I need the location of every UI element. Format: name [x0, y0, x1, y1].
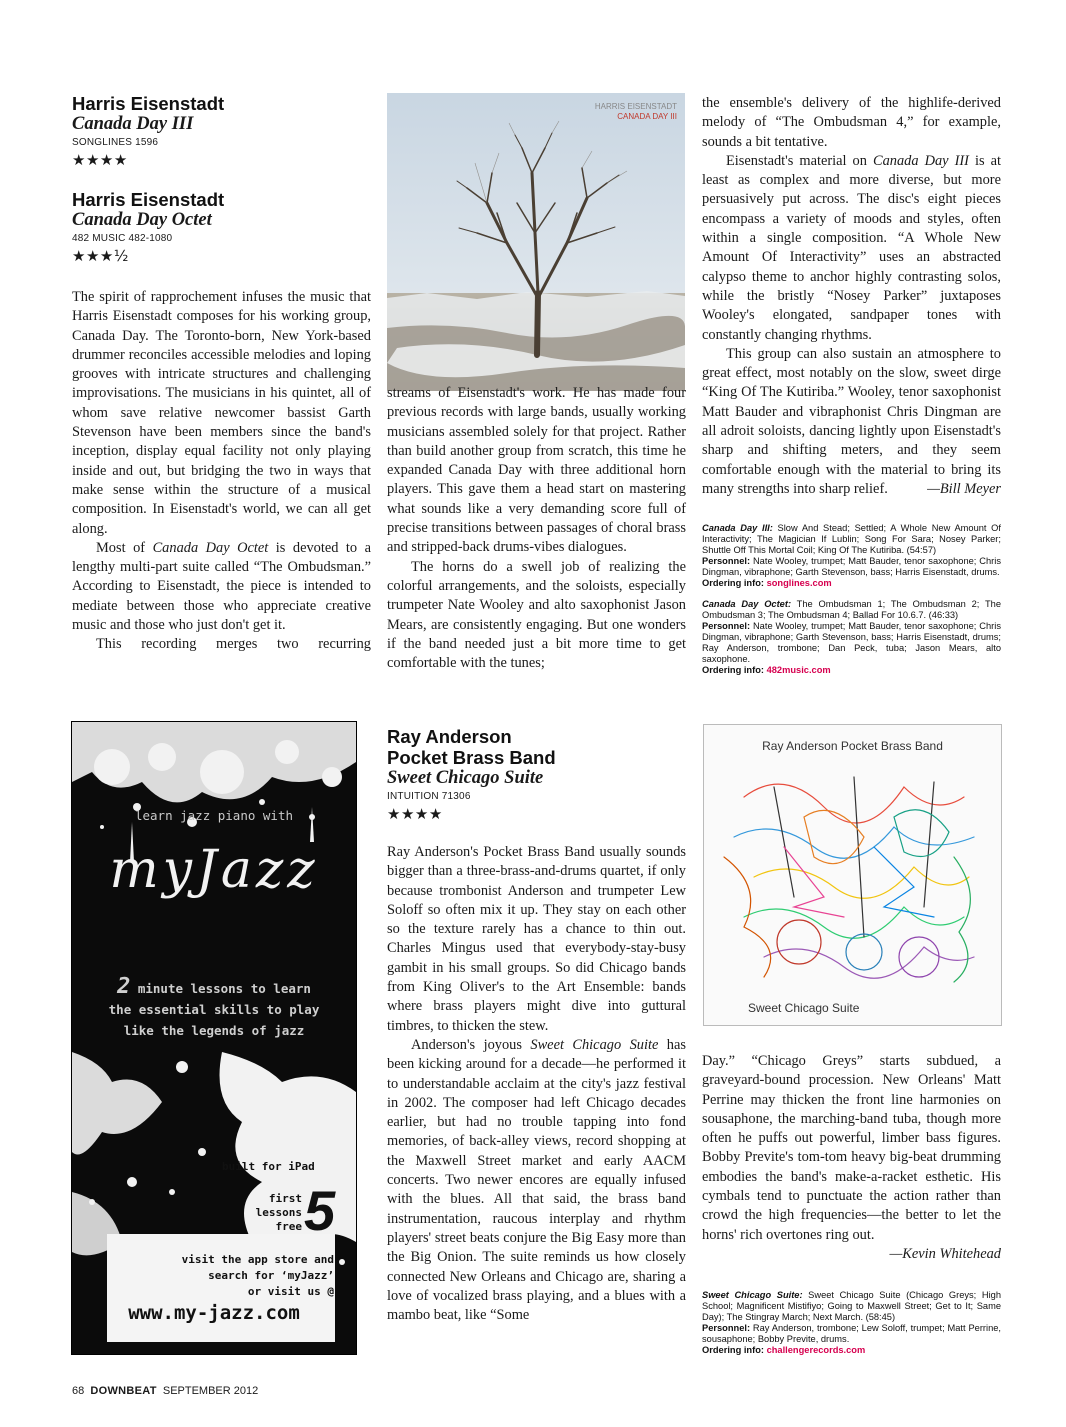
cover-bottom-text: Sweet Chicago Suite [748, 1001, 860, 1015]
page-footer [72, 1385, 258, 1397]
star-rating: ★★★★ [72, 151, 128, 169]
magazine-name: DOWNBEAT [90, 1385, 157, 1397]
cover-top-text: Ray Anderson Pocket Brass Band [762, 739, 943, 753]
credits-sweet-chicago-suite: Sweet Chicago Suite: Sweet Chicago Suite (Chicago Greys; High School; Magnificent Mistifiyo; Going to Maxwell Street; Get to It; Same Day); The Stingray March; Next March. (58:45) Personnel: Ray Anderson, trombone; Lew Soloff, trumpet; Matt Perrine, sousaphone; Bobby Previte, drums. Ordering info: challengerecords.com [702, 1290, 1001, 1355]
review3-column-2 [387, 843, 686, 1325]
credits-block-eisenstadt [702, 523, 1001, 686]
album-ref: Canada Day Octet [152, 539, 269, 556]
album-title: Canada Day Octet [72, 210, 212, 230]
cover-title: CANADA DAY III [617, 112, 677, 121]
paragraph: The spirit of rapprochement infuses the music that Harris Eisenstadt composes for his working group, Canada Day. The Toronto-born, New York-based drummer reconciles accessible melodies and loping grooves with intricate structures and challenging improvisations. The musicians in his quintet, all of whom save relative newcomer bassist Garth Stevenson have been members since the band's inception, display equal facility not only playing inside and out, but bridging the two in ways that make sense within the structure of a musical composition. In Eisenstadt's world, we can all get along. [72, 289, 371, 537]
review3-column-3 [702, 1052, 1001, 1264]
review-head-canada-day-iii [72, 93, 362, 169]
ad-visit-text: visit the app store and search for ‘myJazz’ or visit us @ [181, 1253, 334, 1298]
paragraph: This group can also sustain an atmosphere to great effect, most notably on the slow, sweet dirge “King Of The Kutiriba.” Wooley, tenor saxophonist Matt Bauder and vibraphonist Chris Dingman are all adroit soloists, dancing lightly upon Eisenstadt's sharp and shifting meters, and they seem comfortable enough with the material to bring its many strengths into sharp relief. [702, 345, 1001, 497]
credits-block-anderson [702, 1290, 1001, 1366]
page-number: 68 [72, 1385, 85, 1397]
cover-scribble-art [704, 757, 1001, 997]
review-column-2 [387, 384, 686, 673]
album-title: Canada Day III [72, 114, 194, 134]
review-column-1 [72, 288, 371, 655]
paragraph: Most of Canada Day Octet is devoted to a lengthy multi-part suite called “The Ombudsman.” According to Eisenstadt, the piece is intended to mediate between those who appreciate creative music and those who just don't get it. [72, 539, 371, 634]
ad-tagline: 2 minute lessons to learn the essential skills to play like the legends of jazz [108, 974, 320, 1038]
record-label: 482 MUSIC 482-1080 [72, 233, 173, 244]
paragraph: This recording merges two recurring [96, 636, 371, 653]
byline: —Bill Meyer [927, 481, 1001, 498]
ad-ipad-text: built for iPad [222, 1160, 315, 1173]
star-rating: ★★★½ [72, 247, 129, 265]
credits-canada-day-iii: Canada Day III: Slow And Stead; Settled; A Whole New Amount Of Interactivity; The Magician If Lublin; Song For Sara; Nosey Parker; Shuttle Off This Mortal Coil; King Of The Kutiriba. (54:57) Personnel: Nate Wooley, trumpet; Matt Bauder, tenor saxophone; Chris Dingman, vibraphone; Garth Stevenson, bass; Harris Eisenstadt, drums. Ordering info: songlines.com [702, 523, 1001, 588]
issue-date: SEPTEMBER 2012 [162, 1385, 259, 1397]
paragraph: the ensemble's delivery of the highlife-derived melody of “The Ombudsman 4,” for example, sounds a bit tentative. [702, 95, 1001, 150]
cover-artist: HARRIS EISENSTADT [594, 102, 677, 111]
artist-name: Ray Anderson [387, 726, 512, 747]
paragraph: Anderson's joyous Sweet Chicago Suite has been kicking around for a decade—he performed it to understandable acclaim at the city's jazz festival in 2002. The composer had left Chicago decades earlier, but had no trouble tapping into fond memories, of back-alley views, record shopping at the Maxwell Street market and early AACM concerts. Two newer encores are equally infused with the blues. All that said, the brass band instrumentation, raucous interplay and rhythm players' street beats conjure the Big Easy more than the Big Onion. The suite reminds us how closely connected New Orleans and Chicago are, sharing a love of vocalized brass playing, and a blues with a mambo beat, like “Some [387, 1036, 686, 1324]
review-head-canada-day-octet [72, 189, 362, 265]
cover-art [387, 93, 685, 391]
myjazz-logo: myJazz [109, 840, 319, 900]
album-cover-sweet-chicago-suite [703, 724, 1002, 1026]
ad-free-lessons: first lessons free [255, 1192, 302, 1233]
review-head-sweet-chicago-suite [387, 726, 686, 823]
ordering-link[interactable]: songlines.com [763, 578, 832, 588]
album-title: Sweet Chicago Suite [387, 768, 544, 788]
record-label: SONGLINES 1596 [72, 137, 159, 148]
album-cover-canada-day-iii [387, 93, 685, 391]
record-label: INTUITION 71306 [387, 791, 471, 802]
paragraph: Ray Anderson's Pocket Brass Band usually sounds bigger than a three-brass-and-drums quartet, if only because trombonist Anderson and trumpeter Lew Soloff so often mix it up. They stay on each other so the texture rarely has a chance to thin out. Charles Mingus used that everybody-stay-busy gambit in his small groups. So did Chicago bands from King Oliver's to the Art Ensemble: bands where brass players might dive into guttural timbres, to thicken the stew. [387, 844, 686, 1034]
paragraph: Day.” “Chicago Greys” starts subdued, a graveyard-bound procession. New Orleans' Matt Perrine may thicken the front line harmonies on sousaphone, the marching-band tuba, though more often he puffs out powerful, limber bass figures. Bobby Previte's tom-tom heavy big-beat drumming embodies the band's make-a-racket esthetic. His cymbals tend to punctuate the action rather than crowd the high frequencies—the better to let the horns' rich overtones ring out. [702, 1053, 1001, 1243]
paragraph: streams of Eisenstadt's work. He has made four previous records with large bands, usually working musicians assembled solely for that project. Rather than build another group from scratch, this time he expanded Canada Day with three additional horn players. This gave them a head start on mastering what sounds like a very demanding score full of precise transitions between passages of choral brass and stripped-back drums-vibes dialogues. [387, 385, 686, 556]
star-rating: ★★★★ [387, 805, 443, 823]
paragraph: Eisenstadt's material on Canada Day III is at least as complex and more diverse, but more persuasively put across. The disc's eight pieces encompass a variety of moods and styles, often within a single composition. “A Whole New Amount Of Interactivity” uses an abstracted calypso theme to anchor highly contrasting solos, while the bristly “Nosey Parker” juxtaposes Wooley's elongated, sandpaper tones with constantly changing rhythms. [702, 152, 1001, 343]
artist-name: Harris Eisenstadt [72, 189, 225, 210]
band-name: Pocket Brass Band [387, 747, 556, 768]
album-ref: Canada Day III [872, 152, 969, 169]
credits-canada-day-octet: Canada Day Octet: The Ombudsman 1; The Ombudsman 2; The Ombudsman 3; The Ombudsman 4; Ballad For 10.6.7. (46:33) Personnel: Nate Wooley, trumpet; Matt Bauder, tenor saxophone; Chris Dingman, vibraphone; Garth Stevenson, bass; Harris Eisenstadt, drums; Ray Anderson, trombone; Dan Peck, tuba; Jason Mears, alto saxophone. Ordering info: 482music.com [702, 599, 1001, 675]
ad-free-number: 5 [304, 1179, 336, 1242]
myjazz-advertisement[interactable] [72, 722, 356, 1354]
ordering-link[interactable]: 482music.com [763, 665, 831, 675]
album-ref: Sweet Chicago Suite [530, 1036, 659, 1053]
ad-url-link[interactable]: www.my-jazz.com [128, 1302, 300, 1324]
ordering-link[interactable]: challengerecords.com [763, 1345, 866, 1355]
paragraph: The horns do a swell job of realizing the colorful arrangements, and the soloists, especially trumpeter Nate Wooley and alto saxophonist Jason Mears, are consistently engaging. But one wonders if the band needed just a bit more time to get comfortable with the tunes; [387, 558, 686, 672]
review-column-3 [702, 94, 1001, 500]
artist-name: Harris Eisenstadt [72, 93, 225, 114]
ad-intro-text: learn jazz piano with [134, 808, 294, 823]
byline: —Kevin Whitehead [889, 1245, 1001, 1262]
